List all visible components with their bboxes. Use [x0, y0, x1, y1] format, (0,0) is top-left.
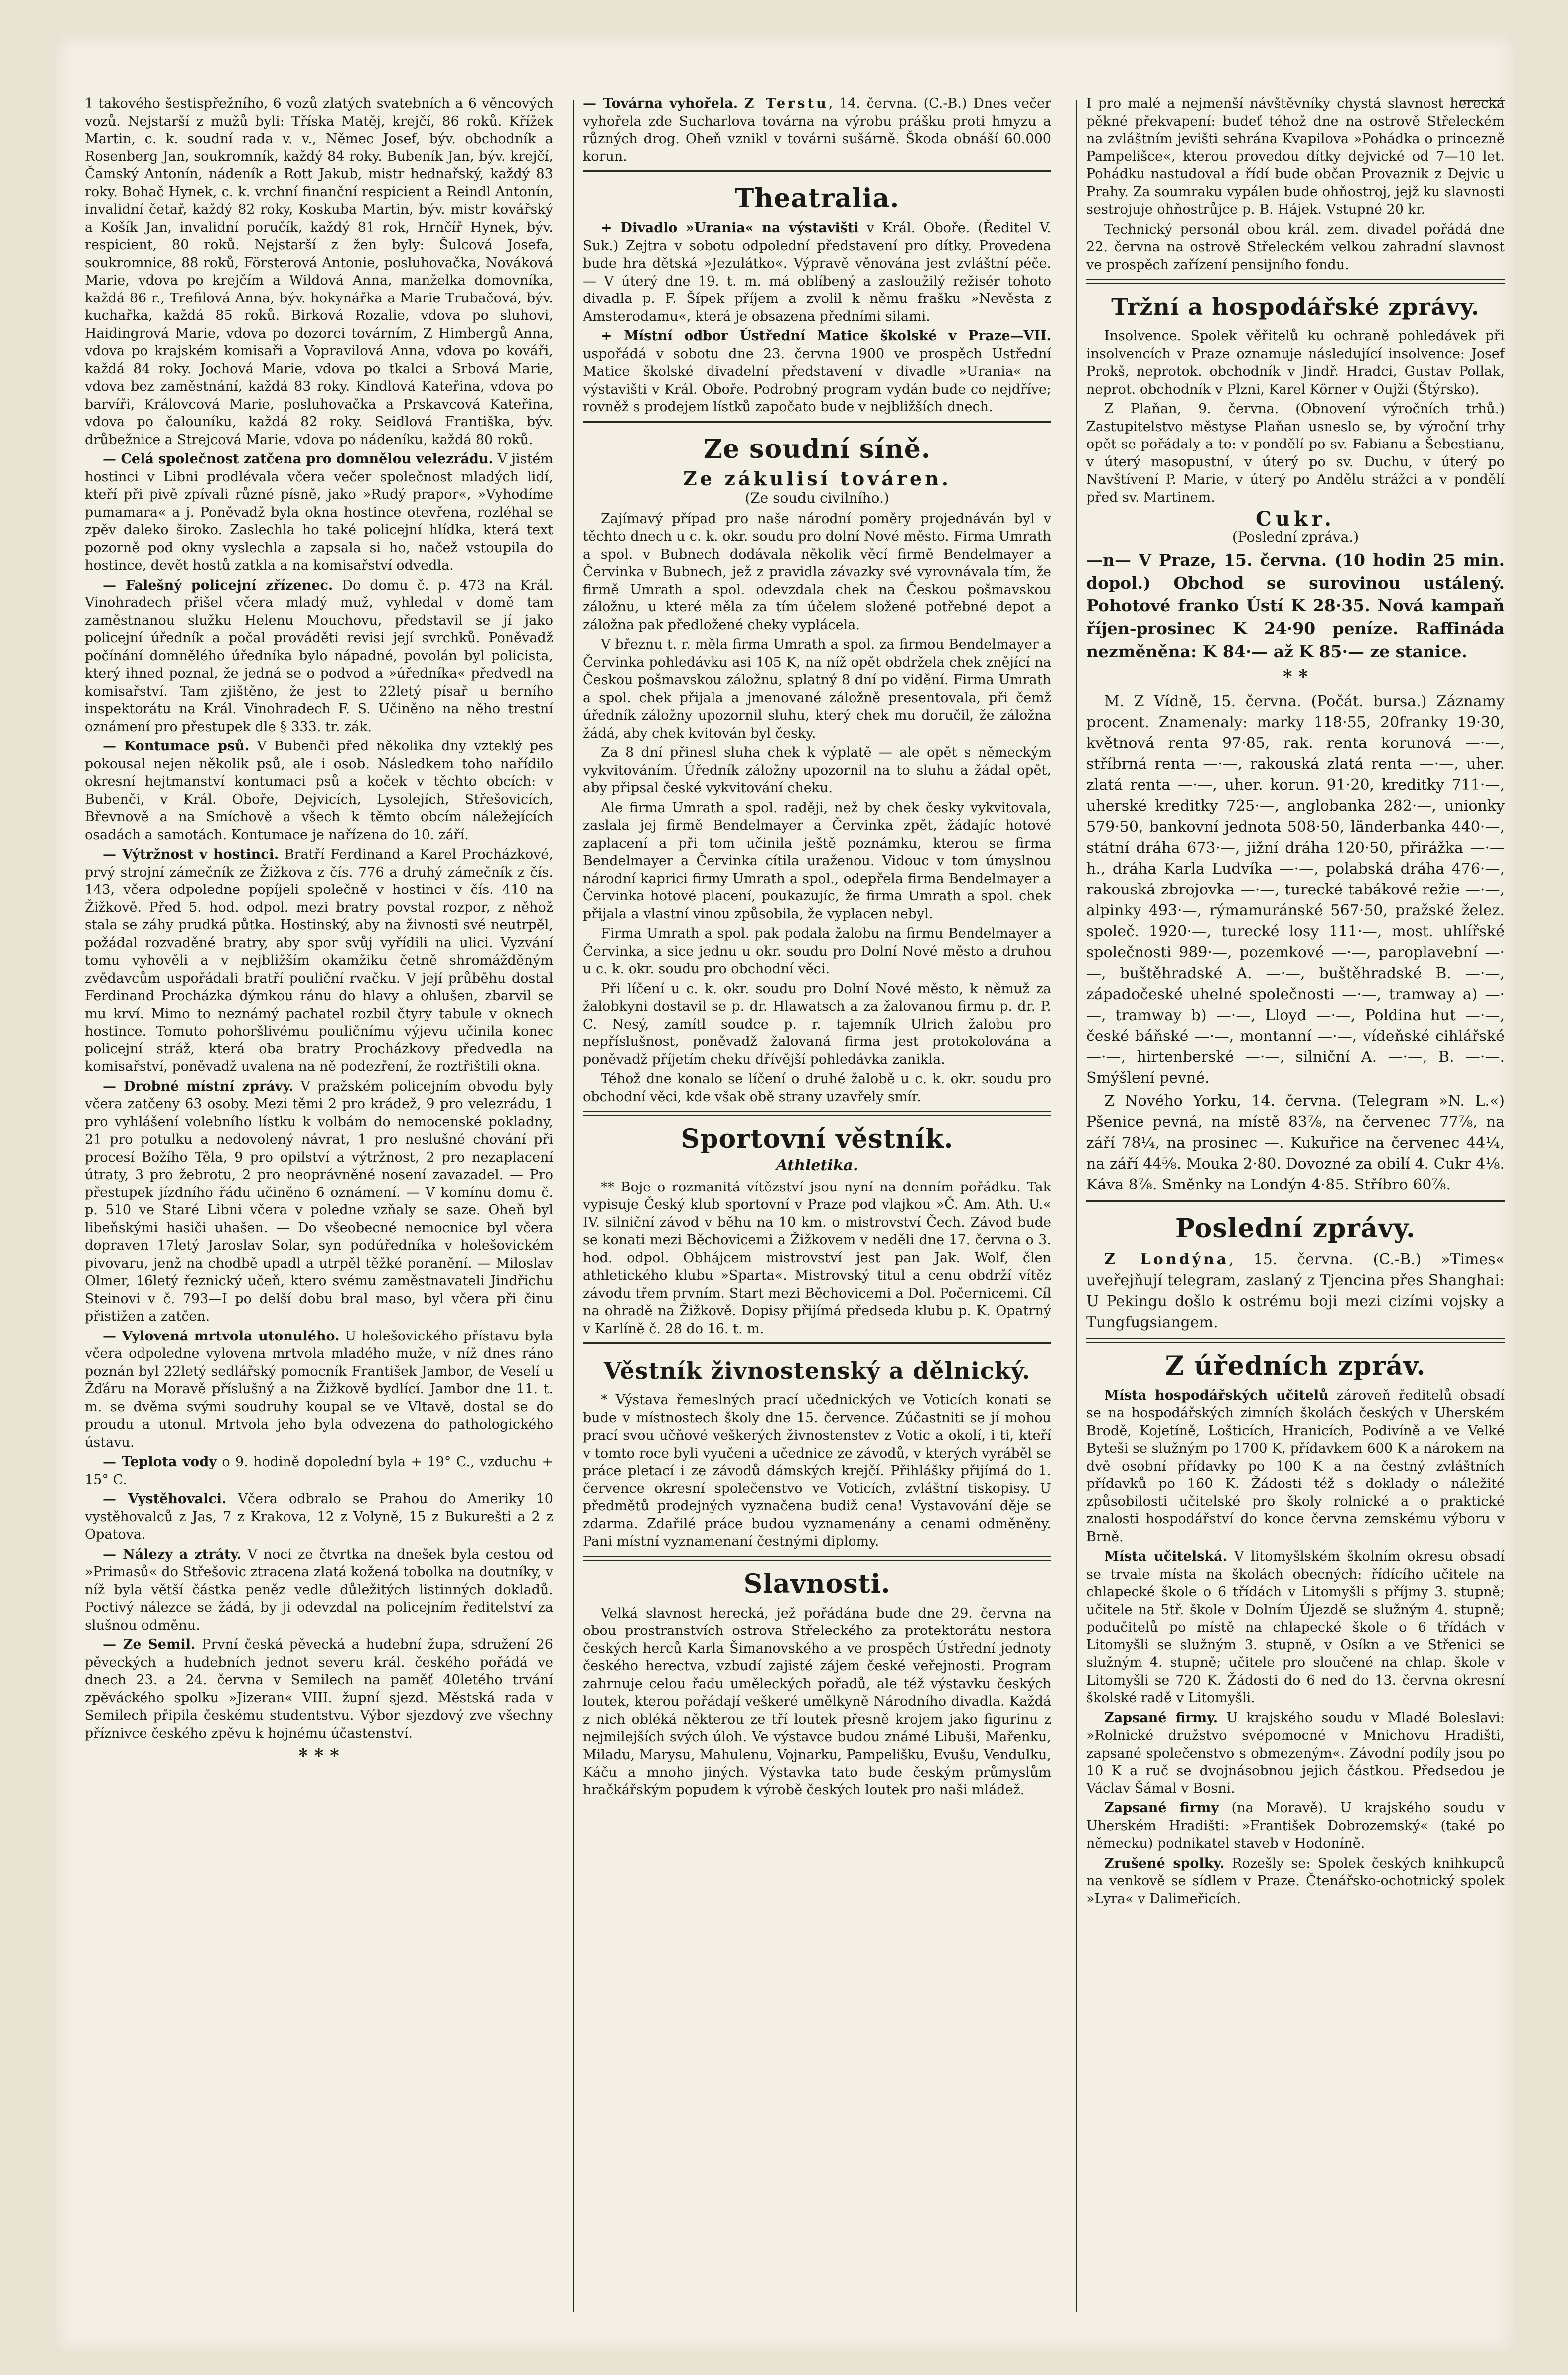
article-teplota: [85, 1453, 553, 1488]
article-urania: [583, 219, 1051, 325]
article-vytrznost: [85, 846, 553, 1076]
subsection-title: Ze zákulisí továren.: [683, 467, 951, 490]
headline: — Celá společnost zatčena pro domnělou velezrádu.: [103, 451, 493, 467]
article-mrtvola: [85, 1328, 553, 1452]
paragraph: Technický personál obou král. zem. divadel pořádá dne 22. června na ostrově Střeleckém velkou zahradní slavnost ve prospěch zařízení pensijního fondu.: [1086, 221, 1505, 273]
section-title-trzni: Tržní a hospodářské zprávy.: [1111, 294, 1480, 320]
article-body: , 15. června. (C.-B.) »Times« uveřejňují telegram, zaslaný z Tjencina přes Shanghai: U Pekingu došlo k ostrému boji mezi cizími vojsky a Tungfugsiangem.: [1086, 1250, 1505, 1331]
article-body: V pražském policejním obvodu byly včera zatčeny 63 osoby. Mezi těmi 2 pro krádež, 9 pro velezrádu, 1 pro vyhlášení volebního lístku k volbám do nemocenské pokladny, 21 pro potulku a nedovolený návrat, 1 pro neslušné chování při procesí Božího Těla, 9 pro opilství a výtržnost, 2 pro nezaplacení útraty, 3 pro žebrotu, 2 pro neoprávněné nosení zavazadel. — Pro přestupek jízdního řádu učiněno 6 oznámení. — V komínu domu č. p. 510 ve Staré Libni včera v poledne vzňaly se saze. Oheň byl libeňskými hasiči uhašen. — Do všeobecné nemocnice byl včera dopraven 17letý Jaroslav Solar, syn podúředníka v holešovickém pivovaru, jenž na chodbě upadl a utrpěl těžké poranění. — Miloslav Olmer, 16letý řeznický učeň, ktero svému zaměstnavateli Jindřichu Steinovi v č. 793—I po delší dobu bral maso, byl včera při činu přistižen a zatčen.: [85, 1078, 553, 1324]
headline: + Divadlo »Urania« na výstavišti: [601, 220, 859, 236]
paragraph: * Výstava řemeslných prací učednických ve Voticích konati se bude v místnostech školy dne 15. července. Zúčastniti se jí mohou prací svou učňové veškerých živnostenstev z Votic a okolí, i ti, kteří v tomto roce byli vyučeni a učednice ze závodů, v kterých vyráběl se práce pletací i ze závodů dámských krejčí. Přihlášky přijímá do 1. července okresní společenstvo ve Voticích, zvláštní tiskopisy. U předmětů prodejných vyznačena budiž cena! Vystavování děje se zdarma. Zdařilé práce budou vyznamenány a cenami odměněny. Pani místní vyznamenaní čestnými diplomy.: [583, 1392, 1051, 1549]
article-body: Rozešly se: Spolek českých knihkupců na venkově se sídlem v Praze. Čtenářsko-ochotnický spolek »Lyra« v Dalimeřicích.: [1086, 1855, 1505, 1907]
headline: — Ze Semil.: [103, 1637, 196, 1652]
article-body: uspořádá v sobotu dne 23. června 1900 ve prospěch Ústřední Matice školské divadelní představení v divadle »Urania« na výstavišti v Král. Oboře. Podrobný program vydán bude co nejdříve; rovněž s prodejem lístků započato bude v nejbližších dnech.: [583, 346, 1051, 415]
headline: + Místní odbor Ústřední Matice školské v Praze—VII.: [601, 328, 1051, 344]
section-rule: [583, 1342, 1051, 1347]
paragraph: V březnu t. r. měla firma Umrath a spol. za firmou Bendelmayer a Červinka pohledávku asi 105 K, na níž opět obdržela chek znějící na Českou pošmavskou záložnu, splatný 8 dní po vidění. Firma Umrath a spol. chek přijala a jmenované záložně presentovala, při čemž úředník záložny upozornil sluhu, který chek mu doručil, že záložna žádá, aby chek kvitován byl česky.: [583, 637, 1051, 741]
paragraph: I pro malé a nejmenší návštěvníky chystá slavnost herecká pěkné překvapení: budeť téhož dne na ostrově Střeleckém na zvláštním jevišti sehrána Kvapilova »Pohádka o princezně Pampelišce«, kterou provedou dítky dejvické od 7—10 let. Pohádku nastudoval a řídí bude občan Provaznik z Dejvic u Prahy. Za soumraku vypálen bude ohňostroj, jejž ku slavnosti sestrojuje ohňostrůjce p. B. Hájek. Vstupné 20 kr.: [1086, 96, 1505, 217]
cukr-report: —n— V Praze, 15. června. (10 hodin 25 min. dopol.) Obchod se surovinou ustálený. Pohotové franko Ústí K 28·35. Nová kampaň říjen-prosinec K 24·90 peníze. Raffináda nezměněna: K 84·— až K 85·— ze stanice.: [1086, 550, 1505, 661]
headline: — Vystěhovalci.: [103, 1491, 227, 1507]
article-mista-ucitelska: [1086, 1548, 1505, 1707]
column-rule-1: [573, 100, 574, 2312]
article-body: U krajského soudu v Mladé Boleslavi: »Rolnické družstvo svépomocné v Mnichovu Hradišti, zapsané společenstvo s obmezeným«. Závodní podíly jsou po 10 K a ruč se dvojnásobnou jejich částkou. Předsedou je Václav Šámal v Bosni.: [1086, 1710, 1505, 1796]
dateline: Z Terstu: [744, 96, 829, 111]
article-body: V litomyšlském školním okresu obsadí se trvale místa na školách obecných: řídícího učitele na chlapecké škole o 6 třídách v Litomyšli s příjmy 3. stupně; učitele na 5tř. škole v Dolním Újezdě se služným 4. stupně; podučitelů po místě na chlapecké škole o 6 třídách v Litomyšli se služným 3. stupně, v Osíkn a ve Střenici se služným 4. stupně; učitele pro sloučené na chlap. škole v Litomyšli se 720 K. Žádosti do 6 ned do 13. června okresní školské radě v Litomyšli.: [1086, 1549, 1505, 1706]
headline: — Teplota vody: [103, 1454, 217, 1470]
new-york-report: Z Nového Yorku, 14. června. (Telegram »N. L.«) Pšenice pevná, na místě 83⅞, na červenec 77⅞, na září 78¼, na prosinec —. Kukuřice na červenec 44¼, na září 44⅝. Mouka 2·80. Dovozné za obilí 4. Cukr 4⅛. Káva 8⅞. Směnky na Londýn 4·85. Stříbro 60⅞.: [1086, 1092, 1505, 1193]
vienna-bourse: M. Z Vídně, 15. června. (Počát. bursa.) Záznamy procent. Znamenaly: marky 118·55, 20franky 19·30, květnová renta 97·85, rak. renta korunová —·—, stříbrná renta —·—, rakouská zlatá renta —·—, uher. zlatá renta —·—, uher. korun. 91·20, kreditky 711·—, uherské kreditky 725·—, anglobanka 282·—, unionky 579·50, bankovní jednota 508·50, länderbanka 440·—, státní dráha 673·—, jižní dráha 120·50, přirážka —·— h., dráha Karla Ludvíka —·—, polabská dráha 476·—, rakouská zbrojovka —·—, turecké tabákové režie —·—, alpinky 493·—, rýmamuránské 567·50, pražské želez. společ. 1920·—, turecké losy 111·—, most. uhlířské společnosti 989·—, pozemkové —·—, paroplavební —·—, buštěhradské A. —·—, buštěhradské B. —·—, západočeské uhelné společnosti —·—, tramway a) —·—, tramway b) —·—, Lloyd —·—, Poldina hut —·—, české báňské —·—, montanní —·—, vídeňské cihlářské —·—, hirtenberské —·—, silniční A. —·—, B. —·—. Smýšlení pevné.: [1086, 692, 1505, 1087]
article-londyn: [1086, 1249, 1505, 1333]
article-body: U holešovického přístavu byla včera odpoledne vylovena mrtvola mladého muže, v níž dnes ráno poznán byl 22letý sedlářský pomocník František Jambor, de Veselí u Žďáru na Moravě příslušný a na Žižkově bydlící. Jambor dne 11. t. m. se dvěma svými soudruhy koupal se ve Vltavě, dostal se do proudu a utonul. Mrtvola jeho byla odvezena do pathologického ústavu.: [85, 1328, 553, 1450]
headline: Místa hospodářských učitelů: [1104, 1387, 1329, 1403]
section-rule: [583, 170, 1051, 175]
headline: Zapsané firmy.: [1104, 1710, 1218, 1726]
article-body: První česká pěvecká a hudební župa, sdružení 26 pěveckých a hudebních jednot severu král. českého pořádá ve dnech 23. a 24. června v Semilech na paměť 40letého trvání zpěváckého spolku »Jizeran« VIII. župní sjezd. Městská rada v Semilech připila českému studentstvu. Výbor sjezdový zve všechny příznivce českého zpěvu k hojnému účastenství.: [85, 1637, 553, 1741]
section-rule: [583, 1556, 1051, 1561]
article-body: Bratří Ferdinand a Karel Procházkové, prvý strojní zámečník ze Žižkova z čís. 776 a druhý zámečník z čís. 143, včera odpoledne popíjeli společně v hostinci v čís. 410 na Žižkově. Před 5. hod. odpol. mezi bratry povstal rozpor, z něhož stala se záhy prudká půtka. Hostinský, aby na živnosti své neutrpěl, požádal rozvaděné bratry, aby spor svůj vyřídili na ulici. Vyzvání tomu vyhověli a v nejbližším okamžiku četně shromážděným zvědavcům uspořádali bratří pouliční rvačku. V její průběhu dostal Ferdinand Procházka dýmkou ránu do hlavy a ohlušen, zbarvil se mu krví. Mimo to neznámý pachatel rozbil čtyry tabule v oknech hostince. Tomuto pohoršlivému pouličnímu výjevu učinila konec policejní stráž, která oba bratry Procházkovy předvedla na komisařství, poněvadž uvalena na ně podezření, že roztřištili okna.: [85, 847, 553, 1074]
section-rule: [1086, 1338, 1505, 1343]
article-matice: [583, 327, 1051, 416]
headline: — Továrna vyhořela.: [583, 96, 738, 111]
article-body: o 9. hodině dopolední byla + 19° C., vzduchu + 15° C.: [85, 1454, 553, 1487]
column-2: [583, 95, 1051, 2317]
article-velezrada: [85, 450, 553, 575]
headline: — Vylovená mrtvola utonulého.: [103, 1328, 340, 1344]
paragraph: Téhož dne konalo se líčení o druhé žalobě u c. k. okr. soudu pro obchodní věci, kde však obě strany uzavřely smír.: [583, 1071, 1051, 1105]
article-tovarna: [583, 95, 1051, 165]
article-body: zároveň ředitelů obsadí se na hospodářských zimních školách českých v Uherském Brodě, Kojetíně, Lošticích, Hranicích, Podivíně a ve Velké Byteši se služným po 1700 K, přídavkem 600 K a nárokem na dvě osobní přídavky po 100 K a na čestný zvláštních přídavků po 160 K. Žádosti též s doklady o náležité způsobilosti učitelské pro školy rolnické a o praktické znalosti hospodářství do konce června zemskému výboru v Brně.: [1086, 1387, 1505, 1545]
section-rule: [1086, 1200, 1505, 1205]
article-semily: [85, 1636, 553, 1742]
article-body: Do domu č. p. 473 na Král. Vinohradech přišel včera mladý muž, vyhledal v domě tam zaměstnanou služku Helenu Mouchovu, představil se jí jako policejní úředník a počal prováděti revisi její svrchků. Poněvadž počínání domnělého úředníka bylo nápadné, povolán byl policista, který ihned poznal, že jedná se o podvod a »úředníka« předvedl na komisařství. Tam zjištěno, že jest to 22letý písař u berního inspektorátu na Král. Vinohradech F. S. Učiněno na něho trestní oznámení pro přestupek dle § 333. tr. zák.: [85, 577, 553, 735]
paragraph: Velká slavnost herecká, jež pořádána bude dne 29. června na obou prostranstvích ostrova Střeleckého za protektorátu nestora českých herců Karla Šimanovského a ve prospěch Ústřední jednoty českého herectva, vzbudí zajisté zájem české veřejnosti. Program zahrnuje celou řadu uměleckých pořadů, ale též výstavku českých loutek, kterou pořádají veškeré umělkyně Národního divadla. Každá z nich obléká některou ze tří loutek přesně krojem jako figurinu z nejmilejších svých úloh. Ve výstavce budou známé Libuši, Mařenku, Miladu, Marysu, Mahulenu, Vojnarku, Pampelišku, Evušu, Vendulku, Káču a mnoho jiných. Výstavka tato bude českým průmyslům hračkářským popudem k výrobě českých loutek pro naši mládež.: [583, 1605, 1051, 1798]
column-1: [85, 95, 553, 2317]
article-body: Včera odbralo se Prahou do Ameriky 10 vystěhovalců z Jas, 7 z Krakova, 12 z Volyně, 15 z Bukurešti a 2 z Opatova.: [85, 1491, 553, 1542]
article-hosp-ucitele: [1086, 1387, 1505, 1546]
column-3: [1086, 95, 1505, 2317]
article-nalezy: [85, 1546, 553, 1634]
section-title-soud: Ze soudní síně.: [704, 434, 931, 464]
article-body: v Král. Oboře. (Ředitel V. Suk.) Zejtra v sobotu odpolední představení pro dítky. Provedena bude hra dětská »Jezulátko«. Výpravě věnována jest zvláštní péče. — V úterý dne 19. t. m. má oblíbený a zasloužilý režisér tohoto divadla p. F. Šípek příjem a zvolil k němu frašku »Nevěsta z Amsterodamu«, která je obsazena předními silami.: [583, 220, 1051, 324]
section-rule: [1086, 279, 1505, 284]
article-zapsane-firmy: [1086, 1709, 1505, 1798]
paragraph: Z Plaňan, 9. června. (Obnovení výročních trhů.) Zastupitelstvo městyse Plaňan usneslo se, by výroční trhy opět se pořádaly a to: v pondělí po sv. Fabianu a Šebestianu, v úterý masopustní, v úterý po sv. Duchu, v úterý po Navštívení P. Marie, v úterý po Andělu strážci a v pondělí před sv. Martinem.: [1086, 401, 1505, 505]
paragraph: ** Boje o rozmanitá vítězství jsou nyní na denním pořádku. Tak vypisuje Český klub sportovní v Praze pod vlajkou »Č. Am. Ath. U.« IV. silniční závod v běhu na 10 km. o mistrovství Čech. Závod bude se konati mezi Běchovicemi a Žižkovem v neděli dne 17. června o 3. hod. odpol. Obhájcem mistrovství jest pan Jak. Wolf, člen athletického klubu »Sparta«. Mistrovský titul a cenu obdrží vítěz závodu třem prvním. Start mezi Běchovicemi a Dol. Počernicemi. Cíl na ohradě na Žižkově. Dopisy přijímá předseda klubu p. K. Opatrný v Karlíně č. 28 do 16. t. m.: [583, 1179, 1051, 1336]
paragraph: Insolvence. Spolek věřitelů ku ochraně pohledávek při insolvencích v Praze oznamuje následující insolvence: Josef Prokš, neprotok. obchodník v Jindř. Hradci, Gustav Pollak, neprot. obchodník v Plzni, Karel Körner v Oujži (Štýrsko).: [1086, 328, 1505, 397]
article-body: V noci ze čtvrtka na dnešek byla cestou od »Primasů« do Střešovic ztracena zlatá kožená tobolka na doutníky, v níž byla větší částka peněz vedle důležitých listinných dokladů. Poctivý nálezce se žádá, by ji odevzdal na policejním ředitelství za slušnou odměnu.: [85, 1546, 553, 1633]
paragraph: Za 8 dní přinesl sluha chek k výplatě — ale opět s německým vykvitováním. Úředník záložny upozornil na to sluhu a žádal opět, aby připsal české vykvitování cheku.: [583, 745, 1051, 796]
article-zrusene-spolky: [1086, 1855, 1505, 1908]
section-title-posledni: Poslední zprávy.: [1175, 1213, 1416, 1244]
headline: — Nálezy a ztráty.: [103, 1546, 242, 1562]
headline: — Kontumace psů.: [103, 739, 250, 754]
paragraph: Firma Umrath a spol. pak podala žalobu na firmu Bendelmayer a Červinka, a sice jednu u okr. soudu pro Dolní Nové město a druhou u c. k. okr. soudu pro obchodní věci.: [583, 926, 1051, 977]
headline: — Výtržnost v hostinci.: [103, 847, 279, 862]
dateline: Z Londýna: [1104, 1250, 1229, 1268]
article-policejni: [85, 577, 553, 736]
article-kontumace: [85, 738, 553, 844]
section-title-uredni: Z úředních zpráv.: [1165, 1350, 1426, 1381]
section-rule: [583, 1111, 1051, 1116]
subsection-note: (Ze soudu civilního.): [745, 490, 889, 506]
headline: Zrušené spolky.: [1104, 1855, 1225, 1871]
article-body: (na Moravě). U krajského soudu v Uherském Hradišti: »František Dobrozemský« (také po německu) podnikatel staveb v Hodoníně.: [1086, 1800, 1505, 1851]
article-body: , 14. června. (C.-B.) Dnes večer vyhořela zde Sucharlova továrna na výrobu prášku proti hmyzu a různých drog. Oheň vznikl v továrni sušárně. Škoda obnáší 60.000 korun.: [583, 96, 1051, 164]
paragraph: Zajímavý případ pro naše národní poměry projednáván byl v těchto dnech u c. k. okr. soudu pro dolní Nové město. Firma Umrath a spol. v Bubnech dodávala několik věcí firmě Bendelmayer a Červinka v Bubnech, jež z pravidla závazky své vyrovnávala tím, že firmě Umrath a spol. odevzdala chek na Českou pošmavskou záložnu, u které měla za tím účelem složené potřebné depot a záložna pak předložené cheky vyplácela.: [583, 511, 1051, 633]
end-stars: * * *: [298, 1745, 339, 1766]
headline: Zapsané firmy: [1104, 1800, 1219, 1816]
section-title-sport: Sportovní věstník.: [681, 1124, 954, 1154]
headline: — Drobné místní zprávy.: [103, 1078, 294, 1094]
stars-divider: * *: [1283, 666, 1308, 687]
article-jubilee: 1 takového šestispřežního, 6 vozů zlatých svatebních a 6 věncových vozů. Nejstarší z mužů byli: Tříska Matěj, krejčí, 86 roků. Křížek Martin, c. k. soudní rada v. v., Němec Josef, býv. obchodník a Rosenberg Jan, soukromník, každý 84 roky. Bubeník Jan, býv. krejčí, Čamský Antonín, nádeník a Rott Jakub, mistr hednařský, každý 83 roky. Bohač Hynek, c. k. vrchní finanční respicient a Reindl Antonín, invalidní četař, každý 82 roky, Koskuba Martin, býv. mistr kovářský a Košík Jan, invalidní poručík, každý 81 rok, Hrnčíř Hynek, býv. respicient, 80 roků. Nejstarší z žen byly: Šulcová Josefa, soukromnice, 88 roků, Försterová Antonie, posluhovačka, Nováková Marie, vdova po krejčím a Wildová Anna, manželka domovníka, každá 86 r., Trefilová Anna, býv. hokynářka a Marie Trubačová, býv. kuchařka, každá 85 roků. Birková Rozalie, vdova po sluhovi, Haidingrová Marie, vdova po dozorci továrním, Z Himbergů Anna, vdova po krajském komisaři a Vopravilová Anna, vdova po kováři, každá 84 roky. Jochová Marie, vdova po tkalci a Srbová Marie, vdova bez zaměstnání, každá 83 roky. Kindlová Kateřina, vdova po barvíři, Královcová Marie, posluhovačka a Prskavcová Kateřina, vdova po čalouníku, každá 82 roky. Seidlová Františka, býv. drůbežnice a Strejcová Marie, vdova po nádeníku, každá 80 roků.: [85, 96, 553, 447]
cukr-title: Cukr.: [1256, 507, 1335, 531]
section-title-slavnosti: Slavnosti.: [743, 1568, 891, 1599]
column-rule-2: [1076, 100, 1077, 2312]
subsection-title: Athletika.: [776, 1157, 858, 1174]
headline: — Falešný policejní zřízenec.: [103, 577, 333, 593]
newspaper-sheet: [55, 35, 1515, 2352]
article-zapsane-firmy-morava: [1086, 1799, 1505, 1853]
article-body: V jistém hostinci v Libni prodlévala včera večer společnost mladých lidí, kteří při pivě zpívali různé písně, jako »Rudý prapor«, »Vyhodíme pumamara« a j. Poněvadž byla okna hostince otevřena, rozléhal se zpěv daleko široko. Zaslechla ho také policejní hlídka, která text pozorně pod okny vyslechla a zapsala si ho, načež vstoupila do hostince, devět hostů zatkla a na komisařství odvedla.: [85, 451, 553, 573]
headline: Místa učitelská.: [1104, 1549, 1227, 1564]
cukr-note: (Poslední zpráva.): [1232, 528, 1359, 545]
paragraph: Ale firma Umrath a spol. raději, než by chek česky vykvitovala, zaslala jej firmě Bendelmayer a Červinka zpět, žádajíc hotové zaplacení a při tom učinila ještě poznámku, kterou se firma Bendelmayer a Červinka cítila uraženou. Vidouc v tom úmyslnou národní kaprici firmy Umrath a spol., odepřela firma Bendelmayer a Červinka hotové placení, poukazujíc, že firma Umrath a spol. chek přijala a vlastní vinou způsobila, že vyplacen nebyl.: [583, 800, 1051, 922]
article-body: V Bubenči před několika dny vzteklý pes pokousal nejen několik psů, ale i osob. Následkem toho nařídilo okresní hejtmanství kontumaci psů a koček v těchto obcích: v Bubenči, v Král. Oboře, Dejvicích, Lysolejích, Střešovicích, Břevnově a na Smíchově a všech k těmto obcím náležejících osadách a samotách. Kontumace je nařízena do 10. září.: [85, 739, 553, 843]
article-vystehovalci: [85, 1490, 553, 1544]
paragraph: Při líčení u c. k. okr. soudu pro Dolní Nové město, k němuž za žalobkyni dostavil se p. dr. Hlawatsch a za žalovanou firmu p. dr. P. C. Nesý, zamítl soudce p. r. tajemník Ulrich žalobu pro nepříslušnost, poněvadž žalovaná firma jest protokolována a poněvadž příjetím cheku dřívější pohledávka zanikla.: [583, 981, 1051, 1067]
section-rule: [583, 421, 1051, 426]
section-title-vestnik: Věstník živnostenský a dělnický.: [603, 1357, 1031, 1384]
section-title-theatralia: Theatralia.: [734, 183, 900, 214]
article-drobne: [85, 1078, 553, 1326]
